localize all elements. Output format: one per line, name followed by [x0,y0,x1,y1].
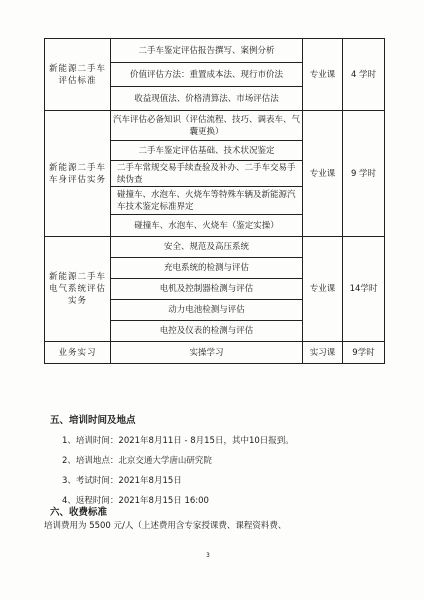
item-cell: 汽车评估必备知识（评估流程、技巧、调表车、气囊更换） [111,111,303,141]
module-cell: 新能源二手车评估标准 [45,39,111,111]
hours-cell: 9 学时 [343,111,385,237]
item-cell: 碰撞车、水泡车、火烧车等特殊车辆及新能源汽车技术鉴定标准界定 [111,187,303,215]
item-cell: 电机及控制器检测与评估 [111,279,303,300]
item-cell: 安全、规范及高压系统 [111,237,303,258]
hours-cell: 9学时 [343,342,385,364]
info-line: 3、考试时间：2021年8月15日 [62,476,182,486]
item-cell: 价值评估方法：重置成本法、现行市价法 [111,63,303,87]
course-type-cell: 专业课 [303,111,343,237]
module-cell: 新能源二手车电气系统评估实务 [45,237,111,342]
info-line: 2、培训地点：北京交通大学唐山研究院 [62,456,212,466]
table-row [45,111,385,141]
hours-cell: 4 学时 [343,39,385,111]
page-number: 3 [206,552,210,559]
table-row [45,39,385,63]
fee-text: 培训费用为 5500 元/人（上述费用含专家授课费、课程资料费、 [44,521,287,531]
info-line: 1、培训时间：2021年8月11日 - 8月15日，其中10日报到。 [62,436,294,446]
module-cell: 业务实习 [45,342,111,364]
item-cell: 二手车鉴定评估报告撰写、案例分析 [111,39,303,63]
section-heading: 六、收费标准 [50,507,108,518]
item-cell: 充电系统的检测与评估 [111,258,303,279]
info-line: 4、返程时间：2021年8月15日 16:00 [62,496,209,506]
item-cell: 实操学习 [111,342,303,364]
table-row [45,342,385,364]
item-cell: 二手车鉴定评估基础、技术状况鉴定 [111,141,303,161]
course-table [44,38,385,364]
course-type-cell: 专业课 [303,39,343,111]
module-cell: 新能源二手车车身评估实务 [45,111,111,237]
item-cell: 二手车常规交易手续查验及补办、二手车交易手续伪查 [111,161,303,187]
item-cell: 电控及仪表的检测与评估 [111,321,303,342]
item-cell: 碰撞车、水泡车、火烧车（鉴定实操） [111,215,303,237]
hours-cell: 14学时 [343,237,385,342]
table-row [45,237,385,258]
section-heading: 五、培训时间及地点 [50,415,136,426]
course-type-cell: 专业课 [303,237,343,342]
item-cell: 收益现值法、价格清算法、市场评估法 [111,87,303,111]
course-type-cell: 实习课 [303,342,343,364]
item-cell: 动力电池检测与评估 [111,300,303,321]
